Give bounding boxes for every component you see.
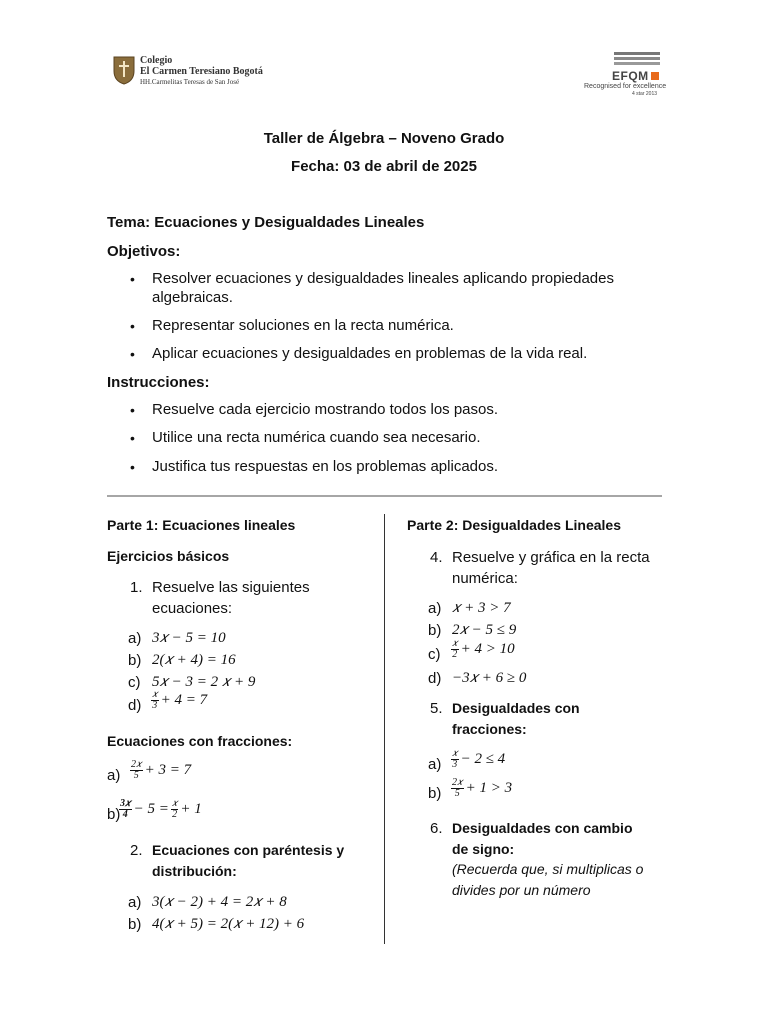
ex1b-expr: 2(𝑥 + 4) = 16 [152,652,236,668]
efqm-square-icon [651,72,659,80]
instruccion-item: Utilice una recta numérica cuando sea necesario. [152,429,481,446]
ex2a-label: a) [128,894,142,911]
bullet-icon: • [130,346,135,362]
fraction: $\frac{\text{𝑥}}{3}$ [152,689,158,711]
ex5b-label: b) [428,785,442,802]
bullet-icon: • [130,271,135,287]
ex5-number: 5. [430,700,443,717]
fraction: $\frac{\text{3𝑥}}{4}$ [120,798,131,820]
fraction: $\frac{\text{𝑥}}{3}$ [452,748,458,770]
efqm-title: EFQM [612,69,649,83]
ex1c-expr: 5𝑥 − 3 = 2 𝑥 + 9 [152,674,256,690]
school-line1: Colegio [140,55,173,66]
column-divider [384,514,385,944]
bullet-icon: • [130,430,135,446]
ex5a-expr: $\frac{\text{𝑥}}{3}$ − 2 ≤ 4 [452,748,506,770]
horizontal-divider [107,495,662,497]
ex6-text-cont: de signo: [452,841,515,857]
objetivo-item: Representar soluciones en la recta numérica. [152,317,454,334]
objetivo-item-cont: algebraicas. [152,289,233,306]
ex6-text: Desigualdades con cambio [452,820,633,836]
ex1c-label: c) [128,674,141,691]
fraca-expr: $\frac{\text{2𝑥}}{5}$ + 3 = 7 [131,759,192,781]
school-line3: HH.Carmelitas Teresas de San José [140,78,240,86]
fraction: $\frac{\text{𝑥}}{2}$ [452,638,458,660]
parte1-heading: Parte 1: Ecuaciones lineales [107,517,296,533]
ex4-text-cont: numérica: [452,570,518,587]
ex4b-expr: 2𝑥 − 5 ≤ 9 [452,622,517,638]
instruccion-item: Resuelve cada ejercicio mostrando todos los pasos. [152,401,499,418]
ex6-note: (Recuerda que, si multiplicas o [452,861,644,877]
ex1d-label: d) [128,697,142,714]
ex5a-label: a) [428,756,442,773]
fracb-expr: $\frac{\text{3𝑥}}{4}$ − 5 = $\frac{\text{𝑥}}{2}$ + 1 [120,798,202,820]
ex2-text: Ecuaciones con paréntesis y [152,842,345,858]
ex1d-expr: $\frac{\text{𝑥}}{3}$ + 4 = 7 [152,689,208,711]
fraca-label: a) [107,767,121,784]
efqm-subtitle: Recognised for excellence [584,83,667,90]
ex5-text: Desigualdades con [452,700,580,716]
ex4c-expr: $\frac{\text{𝑥}}{2}$ + 4 > 10 [452,638,515,660]
instruccion-item: Justifica tus respuestas en los problemas aplicados. [152,458,499,475]
ex6-number: 6. [430,820,443,837]
fraction: $\frac{\text{𝑥}}{2}$ [171,798,178,820]
bullet-icon: • [130,318,135,334]
ex2-number: 2. [130,842,143,859]
ex4c-label: c) [428,646,441,663]
ex4d-expr: −3𝑥 + 6 ≥ 0 [452,670,527,686]
ex5-text-cont: fracciones: [452,721,527,737]
fracb-label: b) [107,806,121,823]
ex2-text-cont: distribución: [152,863,237,879]
ex1-number: 1. [130,579,143,596]
objetivo-item: Resolver ecuaciones y desigualdades lineales aplicando propiedades [152,270,614,287]
ex2b-label: b) [128,916,142,933]
ex1a-label: a) [128,630,142,647]
school-name [140,55,263,87]
fraction: $\frac{\text{2𝑥}}{5}$ [452,777,463,799]
efqm-stars: 4 star 2013 [632,91,658,97]
ex4b-label: b) [428,622,442,639]
parte2-heading: Parte 2: Desigualdades Lineales [407,517,621,533]
page-title: Taller de Álgebra – Noveno Grado [263,130,505,147]
ex2a-expr: 3(𝑥 − 2) + 4 = 2𝑥 + 8 [152,894,287,910]
objetivo-item: Aplicar ecuaciones y desigualdades en problemas de la vida real. [152,345,588,362]
ex2b-expr: 4(𝑥 + 5) = 2(𝑥 + 12) + 6 [152,916,305,932]
objetivos-heading: Objetivos: [107,243,181,260]
school-line2: El Carmen Teresiano Bogotá [140,66,263,77]
fracciones-heading: Ecuaciones con fracciones: [107,733,293,749]
ex1-text-cont: ecuaciones: [152,600,233,617]
tema-heading: Tema: Ecuaciones y Desigualdades Lineales [107,214,425,231]
ex1-text: Resuelve las siguientes [152,579,310,596]
bullet-icon: • [130,459,135,475]
ex5b-expr: $\frac{\text{2𝑥}}{5}$ + 1 > 3 [452,777,513,799]
school-crest-icon [112,55,136,85]
ex4-number: 4. [430,549,443,566]
basicos-heading: Ejercicios básicos [107,548,230,564]
fraction: $\frac{\text{2𝑥}}{5}$ [131,759,142,781]
ex4a-expr: 𝑥 + 3 > 7 [452,600,511,616]
efqm-bars-icon [614,52,660,67]
bullet-icon: • [130,402,135,418]
ex4a-label: a) [428,600,442,617]
ex4d-label: d) [428,670,442,687]
instrucciones-heading: Instrucciones: [107,374,210,391]
ex1a-expr: 3𝑥 − 5 = 10 [152,630,226,646]
ex6-note-cont: divides por un número [452,882,591,898]
ex4-text: Resuelve y gráfica en la recta [452,549,650,566]
ex1b-label: b) [128,652,142,669]
page-date: Fecha: 03 de abril de 2025 [291,158,477,175]
efqm-logo [584,52,667,98]
